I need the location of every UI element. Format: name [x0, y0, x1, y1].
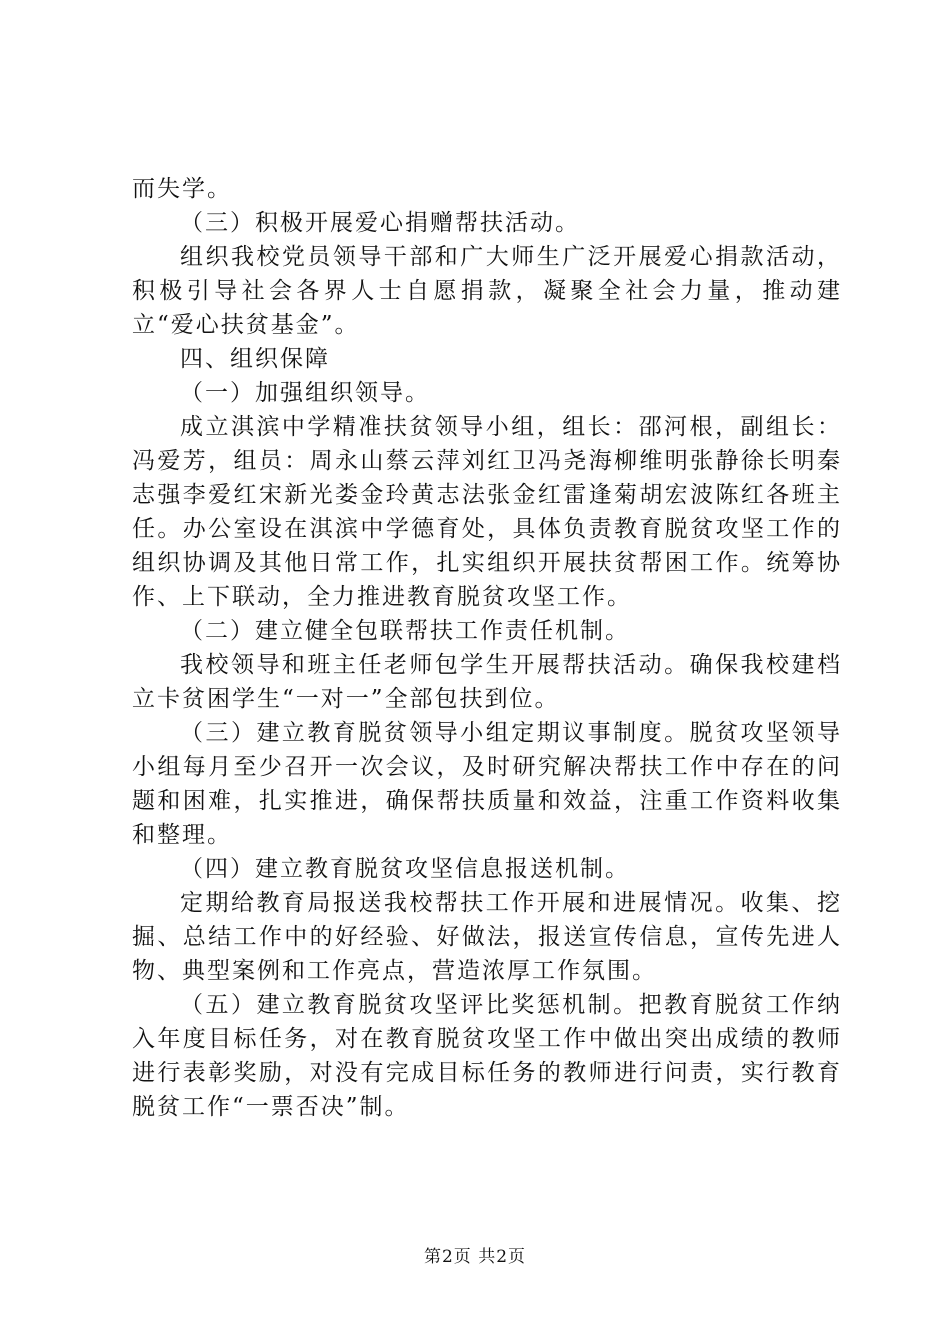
paragraph-reporting: 定期给教育局报送我校帮扶工作开展和进展情况。收集、挖掘、总结工作中的好经验、好做法，报送宣传信息，宣传先进人物、典型案例和工作亮点，营造浓厚工作氛围。 — [132, 890, 842, 984]
paragraph-responsibility: 我校领导和班主任老师包学生开展帮扶活动。确保我校建档立卡贫困学生“一对一”全部包扶到位。 — [132, 652, 842, 712]
heading-item-2-responsibility: （二）建立健全包联帮扶工作责任机制。 — [180, 618, 630, 644]
paragraph-item-3-meetings: （三）建立教育脱贫领导小组定期议事制度。脱贫攻坚领导小组每月至少召开一次会议，及时研究解决帮扶工作中存在的问题和困难，扎实推进，确保帮扶质量和效益，注重工作资料收集和整理。 — [132, 720, 842, 848]
page-number-footer: 第2页 共2页 — [423, 1247, 527, 1267]
section-heading-organization: 四、组织保障 — [180, 346, 330, 372]
paragraph-continuation: 而失学。 — [132, 176, 232, 202]
heading-item-3-donation: （三）积极开展爱心捐赠帮扶活动。 — [180, 210, 580, 236]
paragraph-leadership-group: 成立淇滨中学精准扶贫领导小组，组长：邵河根，副组长：冯爱芳，组员：周永山蔡云萍刘红卫冯尧海柳维明张静徐长明秦志强李爱红宋新光娄金玲黄志法张金红雷逢菊胡宏波陈红各班主任。办公室设在淇滨中学德育处，具体负责教育脱贫攻坚工作的组织协调及其他日常工作，扎实组织开展扶贫帮困工作。统筹协作、上下联动，全力推进教育脱贫攻坚工作。 — [132, 414, 842, 610]
heading-item-1-leadership: （一）加强组织领导。 — [180, 380, 430, 406]
paragraph-item-5-evaluation: （五）建立教育脱贫攻坚评比奖惩机制。把教育脱贫工作纳入年度目标任务，对在教育脱贫攻坚工作中做出突出成绩的教师进行表彰奖励，对没有完成目标任务的教师进行问责，实行教育脱贫工作“一票否决”制。 — [132, 992, 842, 1120]
heading-item-4-reporting: （四）建立教育脱贫攻坚信息报送机制。 — [180, 856, 630, 882]
paragraph-donation: 组织我校党员领导干部和广大师生广泛开展爱心捐款活动，积极引导社会各界人士自愿捐款，凝聚全社会力量，推动建立“爱心扶贫基金”。 — [132, 244, 842, 338]
document-body — [132, 172, 842, 1124]
